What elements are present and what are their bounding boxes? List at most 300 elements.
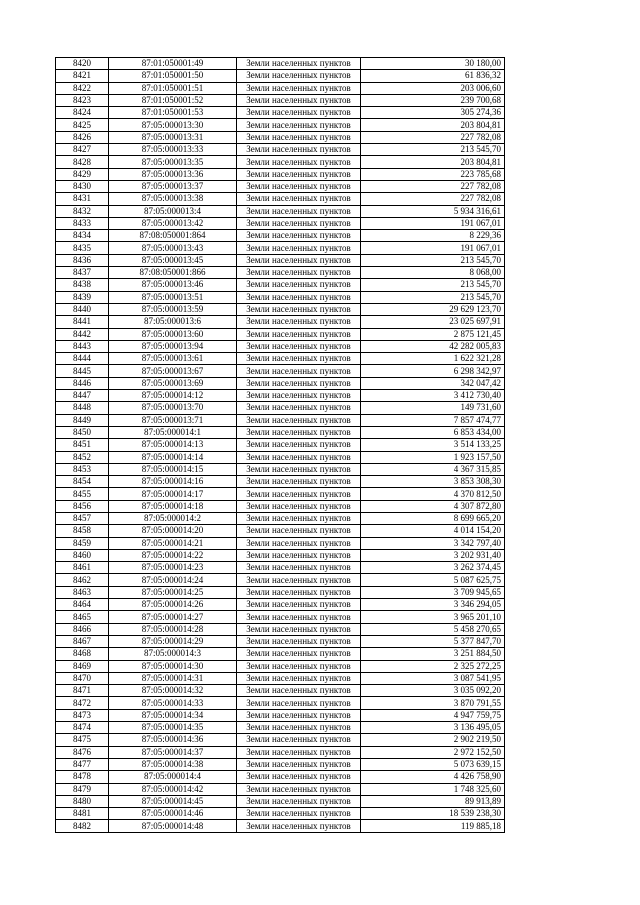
table-row xyxy=(56,623,505,635)
land-category-cell: Земли населенных пунктов xyxy=(237,107,361,119)
land-category-cell: Земли населенных пунктов xyxy=(237,549,361,561)
table-row xyxy=(56,672,505,684)
land-category-cell: Земли населенных пунктов xyxy=(237,525,361,537)
cadastral-number-cell: 87:08:050001:864 xyxy=(109,230,237,242)
cadastral-number-cell: 87:05:000013:69 xyxy=(109,377,237,389)
cadastral-number-cell: 87:05:000014:31 xyxy=(109,672,237,684)
land-category-cell: Земли населенных пунктов xyxy=(237,144,361,156)
cadastral-value-cell: 61 836,32 xyxy=(361,70,505,82)
cadastral-number-cell: 87:05:000013:60 xyxy=(109,328,237,340)
table-row xyxy=(56,119,505,131)
table-row xyxy=(56,303,505,315)
row-number-cell: 8422 xyxy=(56,82,109,94)
cadastral-value-cell: 4 947 759,75 xyxy=(361,709,505,721)
cadastral-value-cell: 29 629 123,70 xyxy=(361,303,505,315)
table-row xyxy=(56,795,505,807)
land-category-cell: Земли населенных пунктов xyxy=(237,722,361,734)
table-row xyxy=(56,771,505,783)
cadastral-number-cell: 87:05:000014:1 xyxy=(109,426,237,438)
row-number-cell: 8454 xyxy=(56,476,109,488)
cadastral-value-cell: 6 298 342,97 xyxy=(361,365,505,377)
row-number-cell: 8453 xyxy=(56,463,109,475)
land-category-cell: Земли населенных пунктов xyxy=(237,623,361,635)
cadastral-number-cell: 87:01:050001:51 xyxy=(109,82,237,94)
row-number-cell: 8426 xyxy=(56,131,109,143)
cadastral-value-cell: 4 367 315,85 xyxy=(361,463,505,475)
row-number-cell: 8430 xyxy=(56,180,109,192)
row-number-cell: 8455 xyxy=(56,488,109,500)
row-number-cell: 8440 xyxy=(56,303,109,315)
land-category-cell: Земли населенных пунктов xyxy=(237,414,361,426)
cadastral-number-cell: 87:05:000014:48 xyxy=(109,820,237,832)
cadastral-number-cell: 87:05:000013:71 xyxy=(109,414,237,426)
cadastral-number-cell: 87:05:000013:67 xyxy=(109,365,237,377)
land-category-cell: Земли населенных пунктов xyxy=(237,476,361,488)
row-number-cell: 8439 xyxy=(56,291,109,303)
cadastral-value-cell: 5 073 639,15 xyxy=(361,758,505,770)
table-row xyxy=(56,193,505,205)
row-number-cell: 8427 xyxy=(56,144,109,156)
table-row xyxy=(56,660,505,672)
cadastral-value-cell: 4 014 154,20 xyxy=(361,525,505,537)
cadastral-number-cell: 87:01:050001:50 xyxy=(109,70,237,82)
land-category-cell: Земли населенных пунктов xyxy=(237,746,361,758)
cadastral-value-cell: 7 857 474,77 xyxy=(361,414,505,426)
cadastral-number-cell: 87:05:000013:37 xyxy=(109,180,237,192)
cadastral-value-cell: 3 262 374,45 xyxy=(361,562,505,574)
table-row xyxy=(56,783,505,795)
row-number-cell: 8468 xyxy=(56,648,109,660)
cadastral-number-cell: 87:05:000014:30 xyxy=(109,660,237,672)
cadastral-value-cell: 3 853 308,30 xyxy=(361,476,505,488)
cadastral-value-cell: 342 047,42 xyxy=(361,377,505,389)
land-category-cell: Земли населенных пунктов xyxy=(237,402,361,414)
row-number-cell: 8437 xyxy=(56,267,109,279)
table-row xyxy=(56,242,505,254)
land-category-cell: Земли населенных пунктов xyxy=(237,353,361,365)
cadastral-value-cell: 5 087 625,75 xyxy=(361,574,505,586)
land-category-cell: Земли населенных пунктов xyxy=(237,390,361,402)
cadastral-value-cell: 213 545,70 xyxy=(361,279,505,291)
row-number-cell: 8479 xyxy=(56,783,109,795)
table-row xyxy=(56,439,505,451)
land-category-cell: Земли населенных пунктов xyxy=(237,808,361,820)
land-category-cell: Земли населенных пунктов xyxy=(237,660,361,672)
cadastral-value-cell: 3 342 797,40 xyxy=(361,537,505,549)
cadastral-value-cell: 4 426 758,90 xyxy=(361,771,505,783)
land-category-cell: Земли населенных пунктов xyxy=(237,771,361,783)
cadastral-value-cell: 1 622 321,28 xyxy=(361,353,505,365)
table-row xyxy=(56,230,505,242)
cadastral-value-cell: 227 782,08 xyxy=(361,131,505,143)
table-row xyxy=(56,205,505,217)
land-category-cell: Земли населенных пунктов xyxy=(237,685,361,697)
land-category-cell: Земли населенных пунктов xyxy=(237,205,361,217)
table-row xyxy=(56,734,505,746)
cadastral-number-cell: 87:05:000013:46 xyxy=(109,279,237,291)
cadastral-number-cell: 87:05:000014:38 xyxy=(109,758,237,770)
table-row xyxy=(56,500,505,512)
row-number-cell: 8457 xyxy=(56,512,109,524)
cadastral-number-cell: 87:05:000014:25 xyxy=(109,586,237,598)
table-row xyxy=(56,316,505,328)
row-number-cell: 8462 xyxy=(56,574,109,586)
row-number-cell: 8467 xyxy=(56,635,109,647)
cadastral-value-cell: 213 545,70 xyxy=(361,254,505,266)
cadastral-number-cell: 87:05:000014:37 xyxy=(109,746,237,758)
cadastral-value-cell: 18 539 238,30 xyxy=(361,808,505,820)
land-category-cell: Земли населенных пунктов xyxy=(237,820,361,832)
land-category-cell: Земли населенных пунктов xyxy=(237,734,361,746)
cadastral-value-cell: 3 965 201,10 xyxy=(361,611,505,623)
land-category-cell: Земли населенных пунктов xyxy=(237,217,361,229)
land-category-cell: Земли населенных пунктов xyxy=(237,119,361,131)
row-number-cell: 8474 xyxy=(56,722,109,734)
row-number-cell: 8431 xyxy=(56,193,109,205)
table-row xyxy=(56,635,505,647)
cadastral-value-cell: 89 913,89 xyxy=(361,795,505,807)
row-number-cell: 8463 xyxy=(56,586,109,598)
cadastral-number-cell: 87:05:000014:3 xyxy=(109,648,237,660)
row-number-cell: 8460 xyxy=(56,549,109,561)
cadastral-number-cell: 87:05:000014:2 xyxy=(109,512,237,524)
cadastral-number-cell: 87:05:000013:35 xyxy=(109,156,237,168)
land-category-cell: Земли населенных пунктов xyxy=(237,635,361,647)
cadastral-value-cell: 227 782,08 xyxy=(361,180,505,192)
cadastral-value-cell: 8 229,36 xyxy=(361,230,505,242)
cadastral-value-cell: 191 067,01 xyxy=(361,242,505,254)
cadastral-value-cell: 2 325 272,25 xyxy=(361,660,505,672)
row-number-cell: 8458 xyxy=(56,525,109,537)
row-number-cell: 8475 xyxy=(56,734,109,746)
cadastral-number-cell: 87:05:000014:21 xyxy=(109,537,237,549)
cadastral-number-cell: 87:01:050001:52 xyxy=(109,94,237,106)
land-category-cell: Земли населенных пунктов xyxy=(237,500,361,512)
row-number-cell: 8442 xyxy=(56,328,109,340)
cadastral-number-cell: 87:05:000014:23 xyxy=(109,562,237,574)
cadastral-number-cell: 87:05:000014:18 xyxy=(109,500,237,512)
cadastral-number-cell: 87:05:000013:6 xyxy=(109,316,237,328)
cadastral-number-cell: 87:05:000013:61 xyxy=(109,353,237,365)
land-category-cell: Земли населенных пунктов xyxy=(237,365,361,377)
row-number-cell: 8470 xyxy=(56,672,109,684)
cadastral-number-cell: 87:05:000014:29 xyxy=(109,635,237,647)
table-row xyxy=(56,94,505,106)
row-number-cell: 8445 xyxy=(56,365,109,377)
land-category-cell: Земли населенных пунктов xyxy=(237,512,361,524)
table-row xyxy=(56,390,505,402)
table-row xyxy=(56,476,505,488)
cadastral-value-table xyxy=(55,57,505,833)
cadastral-value-cell: 3 346 294,05 xyxy=(361,599,505,611)
cadastral-value-cell: 213 545,70 xyxy=(361,291,505,303)
row-number-cell: 8464 xyxy=(56,599,109,611)
land-category-cell: Земли населенных пунктов xyxy=(237,377,361,389)
row-number-cell: 8436 xyxy=(56,254,109,266)
land-category-cell: Земли населенных пунктов xyxy=(237,156,361,168)
cadastral-number-cell: 87:05:000014:12 xyxy=(109,390,237,402)
table-row xyxy=(56,549,505,561)
table-row xyxy=(56,697,505,709)
table-row xyxy=(56,820,505,832)
cadastral-number-cell: 87:05:000014:4 xyxy=(109,771,237,783)
table-row xyxy=(56,562,505,574)
row-number-cell: 8444 xyxy=(56,353,109,365)
cadastral-number-cell: 87:05:000013:31 xyxy=(109,131,237,143)
table-row xyxy=(56,365,505,377)
cadastral-value-cell: 1 923 157,50 xyxy=(361,451,505,463)
cadastral-value-cell: 3 251 884,50 xyxy=(361,648,505,660)
table-row xyxy=(56,808,505,820)
table-row xyxy=(56,537,505,549)
land-category-cell: Земли населенных пунктов xyxy=(237,648,361,660)
row-number-cell: 8428 xyxy=(56,156,109,168)
cadastral-value-cell: 2 972 152,50 xyxy=(361,746,505,758)
row-number-cell: 8421 xyxy=(56,70,109,82)
land-category-cell: Земли населенных пунктов xyxy=(237,328,361,340)
cadastral-value-cell: 203 804,81 xyxy=(361,156,505,168)
table-row xyxy=(56,107,505,119)
table-row xyxy=(56,426,505,438)
row-number-cell: 8469 xyxy=(56,660,109,672)
cadastral-number-cell: 87:05:000013:36 xyxy=(109,168,237,180)
cadastral-value-cell: 3 035 092,20 xyxy=(361,685,505,697)
table-row xyxy=(56,414,505,426)
land-category-cell: Земли населенных пунктов xyxy=(237,82,361,94)
table-row xyxy=(56,217,505,229)
land-category-cell: Земли населенных пунктов xyxy=(237,316,361,328)
table-row xyxy=(56,82,505,94)
row-number-cell: 8459 xyxy=(56,537,109,549)
cadastral-value-cell: 42 282 005,83 xyxy=(361,340,505,352)
cadastral-value-cell: 239 700,68 xyxy=(361,94,505,106)
cadastral-number-cell: 87:05:000014:14 xyxy=(109,451,237,463)
land-category-cell: Земли населенных пунктов xyxy=(237,611,361,623)
land-category-cell: Земли населенных пунктов xyxy=(237,426,361,438)
table-row xyxy=(56,377,505,389)
table-row xyxy=(56,180,505,192)
cadastral-number-cell: 87:05:000014:17 xyxy=(109,488,237,500)
table-row xyxy=(56,758,505,770)
row-number-cell: 8482 xyxy=(56,820,109,832)
land-category-cell: Земли населенных пунктов xyxy=(237,599,361,611)
table-row xyxy=(56,746,505,758)
cadastral-number-cell: 87:05:000014:35 xyxy=(109,722,237,734)
land-category-cell: Земли населенных пунктов xyxy=(237,574,361,586)
cadastral-number-cell: 87:05:000014:26 xyxy=(109,599,237,611)
cadastral-value-cell: 2 875 121,45 xyxy=(361,328,505,340)
table-row xyxy=(56,648,505,660)
land-category-cell: Земли населенных пунктов xyxy=(237,303,361,315)
table-row xyxy=(56,70,505,82)
cadastral-number-cell: 87:01:050001:49 xyxy=(109,58,237,70)
table-row xyxy=(56,168,505,180)
row-number-cell: 8450 xyxy=(56,426,109,438)
row-number-cell: 8425 xyxy=(56,119,109,131)
table-row xyxy=(56,156,505,168)
row-number-cell: 8480 xyxy=(56,795,109,807)
row-number-cell: 8481 xyxy=(56,808,109,820)
land-category-cell: Земли населенных пунктов xyxy=(237,340,361,352)
land-category-cell: Земли населенных пунктов xyxy=(237,463,361,475)
land-category-cell: Земли населенных пунктов xyxy=(237,439,361,451)
cadastral-value-cell: 3 087 541,95 xyxy=(361,672,505,684)
table-row xyxy=(56,144,505,156)
land-category-cell: Земли населенных пунктов xyxy=(237,697,361,709)
cadastral-number-cell: 87:01:050001:53 xyxy=(109,107,237,119)
row-number-cell: 8424 xyxy=(56,107,109,119)
table-row xyxy=(56,131,505,143)
table-row xyxy=(56,254,505,266)
land-category-cell: Земли населенных пунктов xyxy=(237,279,361,291)
cadastral-value-cell: 213 545,70 xyxy=(361,144,505,156)
land-category-cell: Земли населенных пунктов xyxy=(237,230,361,242)
cadastral-value-cell: 3 202 931,40 xyxy=(361,549,505,561)
table-row xyxy=(56,488,505,500)
row-number-cell: 8471 xyxy=(56,685,109,697)
row-number-cell: 8433 xyxy=(56,217,109,229)
land-category-cell: Земли населенных пунктов xyxy=(237,70,361,82)
table-row xyxy=(56,685,505,697)
cadastral-number-cell: 87:05:000013:94 xyxy=(109,340,237,352)
table-row xyxy=(56,291,505,303)
cadastral-value-cell: 23 025 697,91 xyxy=(361,316,505,328)
cadastral-number-cell: 87:05:000013:30 xyxy=(109,119,237,131)
land-category-cell: Земли населенных пунктов xyxy=(237,242,361,254)
cadastral-value-cell: 203 006,60 xyxy=(361,82,505,94)
cadastral-number-cell: 87:05:000013:33 xyxy=(109,144,237,156)
row-number-cell: 8465 xyxy=(56,611,109,623)
table-row xyxy=(56,58,505,70)
land-category-cell: Земли населенных пунктов xyxy=(237,193,361,205)
cadastral-number-cell: 87:05:000014:22 xyxy=(109,549,237,561)
cadastral-value-cell: 8 699 665,20 xyxy=(361,512,505,524)
cadastral-value-cell: 3 136 495,05 xyxy=(361,722,505,734)
land-category-cell: Земли населенных пунктов xyxy=(237,451,361,463)
cadastral-value-cell: 223 785,68 xyxy=(361,168,505,180)
row-number-cell: 8449 xyxy=(56,414,109,426)
cadastral-value-cell: 2 902 219,50 xyxy=(361,734,505,746)
table-row xyxy=(56,463,505,475)
row-number-cell: 8432 xyxy=(56,205,109,217)
row-number-cell: 8456 xyxy=(56,500,109,512)
land-category-cell: Земли населенных пунктов xyxy=(237,58,361,70)
row-number-cell: 8446 xyxy=(56,377,109,389)
row-number-cell: 8435 xyxy=(56,242,109,254)
cadastral-value-cell: 5 934 316,61 xyxy=(361,205,505,217)
land-category-cell: Земли населенных пунктов xyxy=(237,783,361,795)
table-row xyxy=(56,709,505,721)
cadastral-number-cell: 87:05:000014:28 xyxy=(109,623,237,635)
cadastral-value-cell: 5 377 847,70 xyxy=(361,635,505,647)
cadastral-value-cell: 149 731,60 xyxy=(361,402,505,414)
row-number-cell: 8438 xyxy=(56,279,109,291)
row-number-cell: 8478 xyxy=(56,771,109,783)
land-category-cell: Земли населенных пунктов xyxy=(237,672,361,684)
cadastral-number-cell: 87:05:000014:36 xyxy=(109,734,237,746)
cadastral-number-cell: 87:05:000013:51 xyxy=(109,291,237,303)
land-category-cell: Земли населенных пунктов xyxy=(237,758,361,770)
row-number-cell: 8472 xyxy=(56,697,109,709)
row-number-cell: 8448 xyxy=(56,402,109,414)
cadastral-number-cell: 87:05:000013:70 xyxy=(109,402,237,414)
cadastral-value-cell: 30 180,00 xyxy=(361,58,505,70)
cadastral-number-cell: 87:05:000014:46 xyxy=(109,808,237,820)
cadastral-value-cell: 227 782,08 xyxy=(361,193,505,205)
cadastral-number-cell: 87:05:000013:42 xyxy=(109,217,237,229)
land-category-cell: Земли населенных пунктов xyxy=(237,488,361,500)
land-category-cell: Земли населенных пунктов xyxy=(237,131,361,143)
cadastral-number-cell: 87:05:000014:24 xyxy=(109,574,237,586)
row-number-cell: 8447 xyxy=(56,390,109,402)
table-row xyxy=(56,279,505,291)
table-row xyxy=(56,599,505,611)
cadastral-value-cell: 5 458 270,65 xyxy=(361,623,505,635)
cadastral-number-cell: 87:05:000014:42 xyxy=(109,783,237,795)
table-row xyxy=(56,340,505,352)
table-row xyxy=(56,722,505,734)
land-category-cell: Земли населенных пунктов xyxy=(237,562,361,574)
row-number-cell: 8452 xyxy=(56,451,109,463)
land-category-cell: Земли населенных пунктов xyxy=(237,254,361,266)
cadastral-value-cell: 8 068,00 xyxy=(361,267,505,279)
cadastral-number-cell: 87:05:000014:20 xyxy=(109,525,237,537)
cadastral-value-cell: 3 514 133,25 xyxy=(361,439,505,451)
table-row xyxy=(56,353,505,365)
cadastral-value-cell: 4 307 872,80 xyxy=(361,500,505,512)
row-number-cell: 8420 xyxy=(56,58,109,70)
cadastral-value-cell: 305 274,36 xyxy=(361,107,505,119)
row-number-cell: 8476 xyxy=(56,746,109,758)
land-category-cell: Земли населенных пунктов xyxy=(237,168,361,180)
cadastral-number-cell: 87:05:000014:16 xyxy=(109,476,237,488)
row-number-cell: 8443 xyxy=(56,340,109,352)
land-category-cell: Земли населенных пунктов xyxy=(237,267,361,279)
row-number-cell: 8429 xyxy=(56,168,109,180)
cadastral-value-cell: 3 709 945,65 xyxy=(361,586,505,598)
cadastral-number-cell: 87:05:000014:13 xyxy=(109,439,237,451)
row-number-cell: 8473 xyxy=(56,709,109,721)
land-category-cell: Земли населенных пунктов xyxy=(237,180,361,192)
table-row xyxy=(56,611,505,623)
table-row xyxy=(56,402,505,414)
table-row xyxy=(56,586,505,598)
table-row xyxy=(56,574,505,586)
cadastral-value-cell: 3 412 730,40 xyxy=(361,390,505,402)
cadastral-number-cell: 87:05:000013:38 xyxy=(109,193,237,205)
land-category-cell: Земли населенных пунктов xyxy=(237,709,361,721)
cadastral-number-cell: 87:05:000014:34 xyxy=(109,709,237,721)
table-row xyxy=(56,328,505,340)
cadastral-value-cell: 119 885,18 xyxy=(361,820,505,832)
cadastral-number-cell: 87:05:000014:33 xyxy=(109,697,237,709)
land-category-cell: Земли населенных пунктов xyxy=(237,94,361,106)
land-category-cell: Земли населенных пунктов xyxy=(237,586,361,598)
cadastral-number-cell: 87:05:000014:45 xyxy=(109,795,237,807)
cadastral-number-cell: 87:08:050001:866 xyxy=(109,267,237,279)
cadastral-value-cell: 1 748 325,60 xyxy=(361,783,505,795)
cadastral-number-cell: 87:05:000013:59 xyxy=(109,303,237,315)
table-body xyxy=(56,58,505,833)
cadastral-value-cell: 203 804,81 xyxy=(361,119,505,131)
row-number-cell: 8451 xyxy=(56,439,109,451)
cadastral-value-cell: 6 853 434,00 xyxy=(361,426,505,438)
row-number-cell: 8441 xyxy=(56,316,109,328)
cadastral-number-cell: 87:05:000013:45 xyxy=(109,254,237,266)
cadastral-number-cell: 87:05:000014:15 xyxy=(109,463,237,475)
row-number-cell: 8434 xyxy=(56,230,109,242)
table-row xyxy=(56,525,505,537)
